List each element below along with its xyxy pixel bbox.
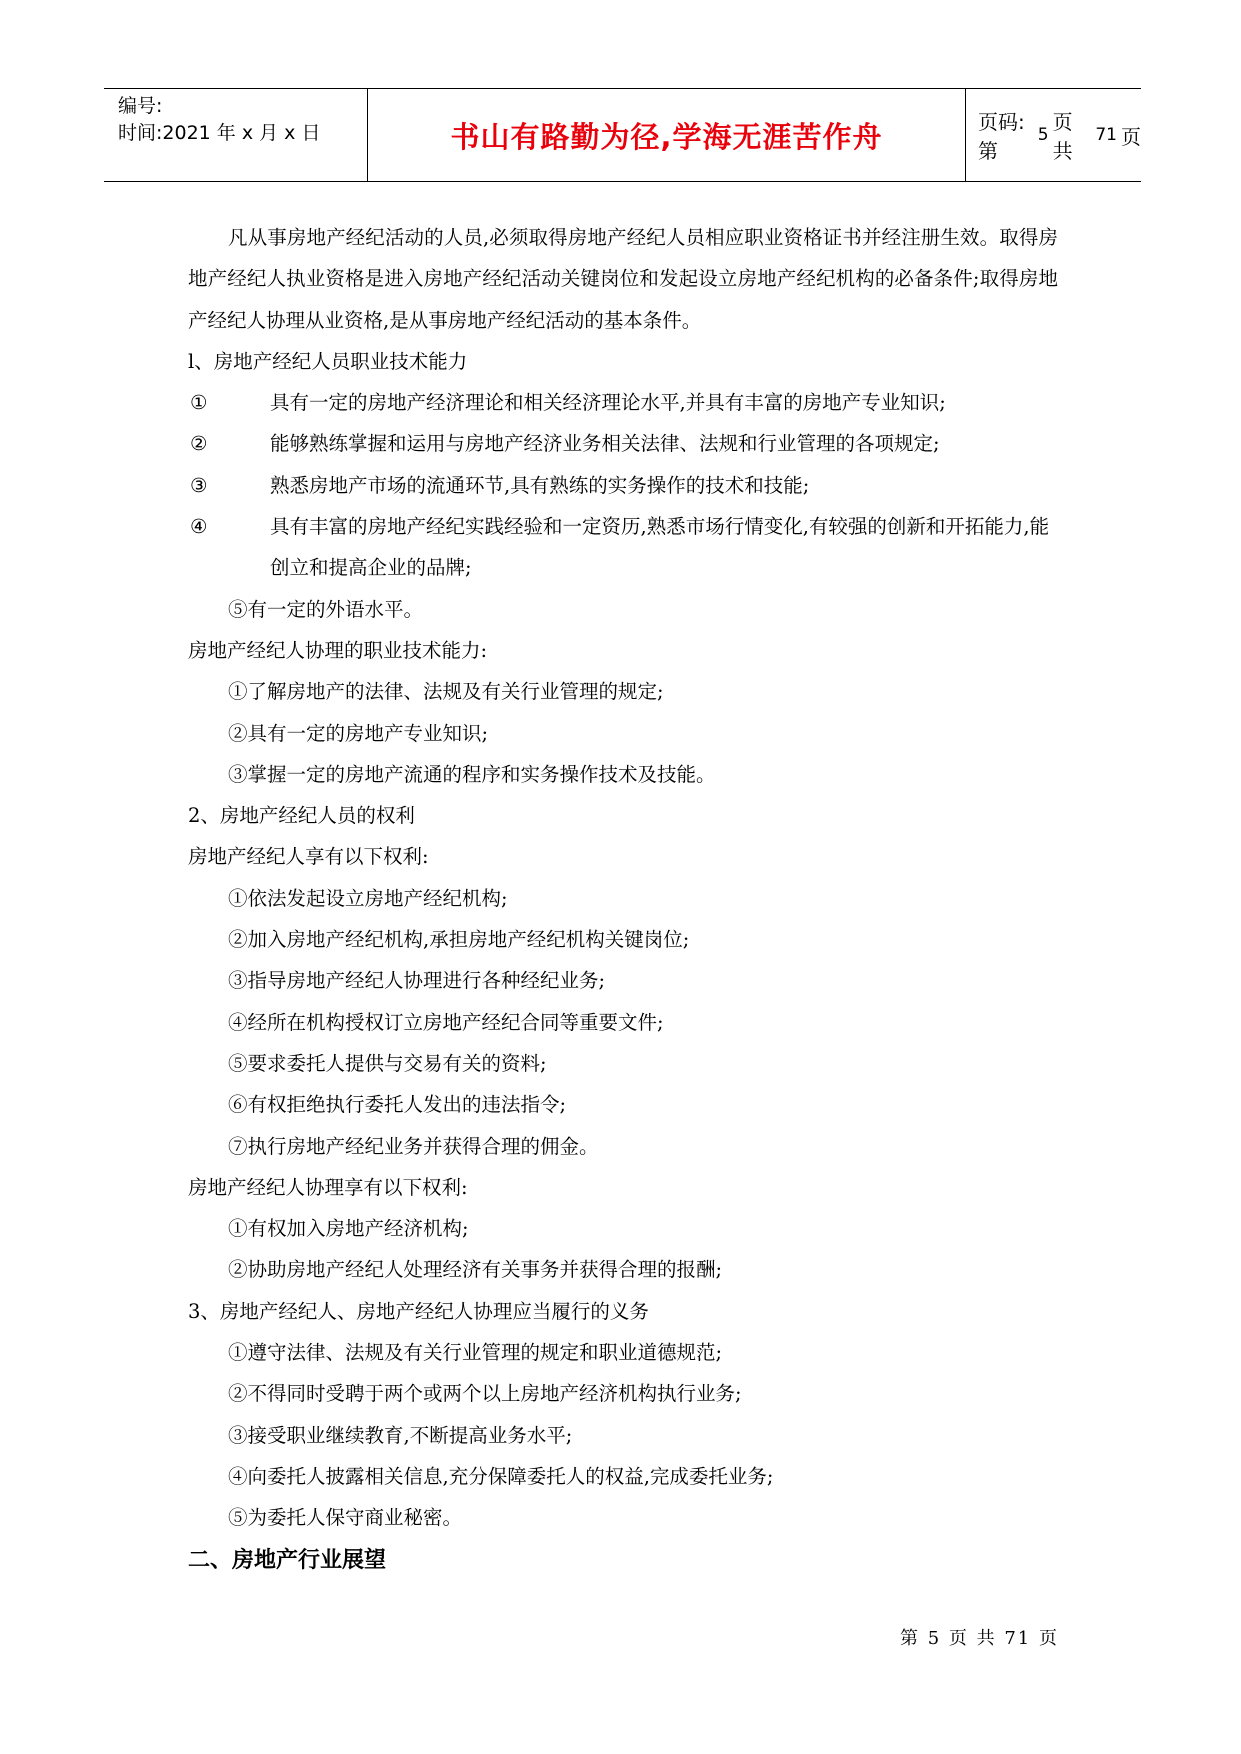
motto-text: 书山有路勤为径,学海无涯苦作舟 bbox=[450, 119, 883, 154]
item-marker: ① bbox=[190, 391, 208, 415]
item-text: 具有一定的房地产经济理论和相关经济理论水平,并具有丰富的房地产专业知识; bbox=[270, 391, 946, 415]
list-item: ⑤为委托人保守商业秘密。 bbox=[228, 1506, 463, 1530]
time-label: 时间:2021 年 x 月 x 日 bbox=[118, 122, 321, 144]
ability-item: ⑤有一定的外语水平。 bbox=[228, 597, 424, 621]
list-item: ①遵守法律、法规及有关行业管理的规定和职业道德规范; bbox=[228, 1341, 723, 1365]
page-total: 71 bbox=[1095, 125, 1117, 145]
header-info-cell bbox=[104, 89, 367, 181]
list-item: ①了解房地产的法律、法规及有关行业管理的规定; bbox=[228, 680, 664, 704]
list-item: ④向委托人披露相关信息,充分保障委托人的权益,完成委托业务; bbox=[228, 1464, 774, 1488]
section-2-title: 2、房地产经纪人员的权利 bbox=[188, 804, 415, 828]
list-item: ②不得同时受聘于两个或两个以上房地产经济机构执行业务; bbox=[228, 1382, 742, 1406]
list-item: ①依法发起设立房地产经纪机构; bbox=[228, 886, 508, 910]
assist-ability-title: 房地产经纪人协理的职业技术能力: bbox=[188, 638, 488, 662]
item-text: 具有丰富的房地产经纪实践经验和一定资历,熟悉市场行情变化,有较强的创新和开拓能力,能创立和提高企业的品牌; bbox=[270, 515, 1050, 580]
list-item: ③接受职业继续教育,不断提高业务水平; bbox=[228, 1423, 573, 1447]
page-suffix: 页 bbox=[1121, 124, 1141, 149]
item-text: 熟悉房地产市场的流通环节,具有熟练的实务操作的技术和技能; bbox=[270, 473, 810, 497]
page-mid: 页 共 bbox=[1052, 110, 1073, 163]
assist-rights-title: 房地产经纪人协理享有以下权利: bbox=[188, 1175, 468, 1199]
section-1-title: l、房地产经纪人员职业技术能力 bbox=[188, 349, 468, 373]
list-item: ⑤要求委托人提供与交易有关的资料; bbox=[228, 1051, 547, 1075]
broker-rights-title: 房地产经纪人享有以下权利: bbox=[188, 845, 429, 869]
ability-item bbox=[188, 382, 1058, 423]
list-item: ③掌握一定的房地产流通的程序和实务操作技术及技能。 bbox=[228, 762, 716, 786]
list-item: ⑥有权拒绝执行委托人发出的违法指令; bbox=[228, 1093, 567, 1117]
item-marker: ② bbox=[190, 432, 208, 456]
list-item: ⑦执行房地产经纪业务并获得合理的佣金。 bbox=[228, 1134, 599, 1158]
list-item: ④经所在机构授权订立房地产经纪合同等重要文件; bbox=[228, 1010, 664, 1034]
item-marker: ④ bbox=[190, 515, 208, 539]
header-page-cell bbox=[966, 89, 1141, 181]
list-item: ①有权加入房地产经济机构; bbox=[228, 1217, 469, 1241]
item-text: 能够熟练掌握和运用与房地产经济业务相关法律、法规和行业管理的各项规定; bbox=[270, 432, 940, 456]
section-3-title: 3、房地产经纪人、房地产经纪人协理应当履行的义务 bbox=[188, 1299, 649, 1323]
item-marker: ③ bbox=[190, 473, 208, 497]
page-footer: 第 5 页 共 71 页 bbox=[900, 1628, 1059, 1649]
list-item: ②加入房地产经纪机构,承担房地产经纪机构关键岗位; bbox=[228, 928, 690, 952]
list-item: ②协助房地产经纪人处理经济有关事务并获得合理的报酬; bbox=[228, 1258, 723, 1282]
ability-item bbox=[188, 423, 1058, 464]
intro-paragraph: 凡从事房地产经纪活动的人员,必须取得房地产经纪人员相应职业资格证书并经注册生效。取得房地产经纪人执业资格是进入房地产经纪活动关键岗位和发起设立房地产经纪机构的必备条件;取得房地产经纪人协理从业资格,是从事房地产经纪活动的基本条件。 bbox=[188, 226, 1058, 332]
ability-item bbox=[188, 465, 1058, 506]
list-item: ②具有一定的房地产专业知识; bbox=[228, 721, 489, 745]
document-body bbox=[188, 217, 1058, 1583]
ability-item bbox=[188, 506, 1058, 589]
page-prefix: 页码:第 bbox=[978, 110, 1025, 163]
number-label: 编号: bbox=[118, 95, 163, 117]
document-header bbox=[104, 88, 1141, 182]
page-number: 5 bbox=[1037, 125, 1049, 145]
list-item: ③指导房地产经纪人协理进行各种经纪业务; bbox=[228, 969, 606, 993]
header-motto-cell bbox=[367, 89, 966, 181]
section-heading: 二、房地产行业展望 bbox=[188, 1547, 387, 1573]
